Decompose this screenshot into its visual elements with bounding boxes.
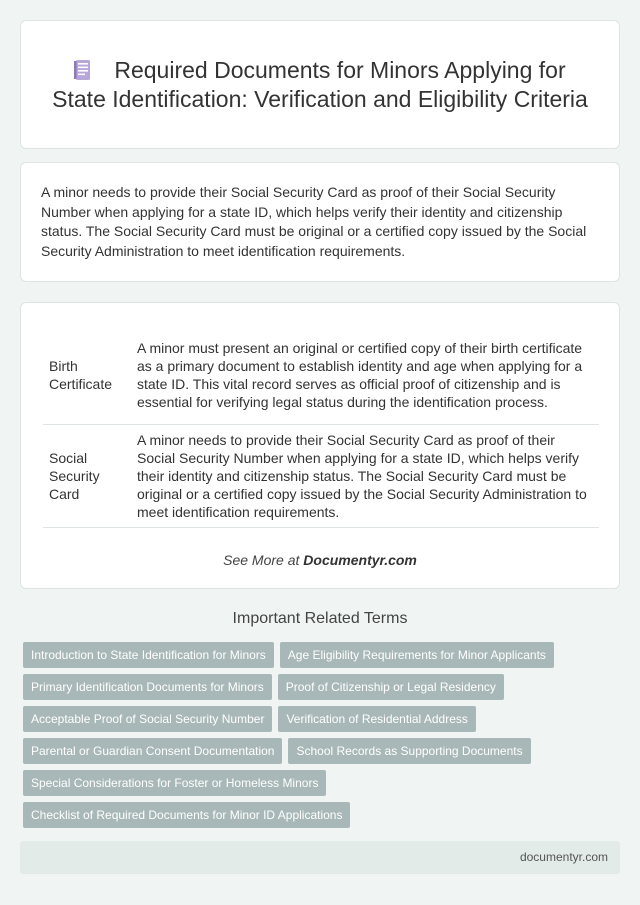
related-tag[interactable]: Special Considerations for Foster or Homeless Minors xyxy=(23,770,326,796)
footer-site-link[interactable]: documentyr.com xyxy=(519,850,608,864)
see-more-site: Documentyr.com xyxy=(303,552,417,568)
summary-card xyxy=(20,162,620,282)
page-title-text: Required Documents for Minors Applying for State Identification: Verification and Eligibility Criteria xyxy=(52,56,588,112)
row-key: Birth Certificate xyxy=(43,325,131,425)
table-row xyxy=(43,325,599,425)
related-tag[interactable]: Introduction to State Identification for Minors xyxy=(23,642,274,668)
related-tag[interactable]: Parental or Guardian Consent Documentation xyxy=(23,738,282,764)
related-tag[interactable]: Verification of Residential Address xyxy=(278,706,475,732)
related-tag[interactable]: Primary Identification Documents for Minors xyxy=(23,674,272,700)
related-tag[interactable]: School Records as Supporting Documents xyxy=(288,738,530,764)
related-terms-list xyxy=(23,642,623,834)
footer xyxy=(20,841,620,874)
document-icon xyxy=(74,59,92,81)
row-value: A minor must present an original or certified copy of their birth certificate as a primary document to establish identity and age when applying for a state ID. This vital record serves as official proof of citizenship and is essential for verifying legal status during the identification process. xyxy=(131,325,599,425)
page-title xyxy=(51,56,589,114)
related-tag[interactable]: Checklist of Required Documents for Minor ID Applications xyxy=(23,802,350,828)
title-card xyxy=(20,20,620,149)
related-tag[interactable]: Age Eligibility Requirements for Minor Applicants xyxy=(280,642,554,668)
related-terms-title: Important Related Terms xyxy=(232,610,408,627)
table-row xyxy=(43,425,599,528)
summary-text: A minor needs to provide their Social Security Card as proof of their Social Security Number when applying for a state ID, which helps verify their identity and citizenship status. The Social Security Card must be original or a certified copy issued by the Social Security Administration to meet identification requirements. xyxy=(41,184,587,259)
row-value: A minor needs to provide their Social Security Card as proof of their Social Security Number when applying for a state ID, which helps verify their identity and citizenship status. The Social Security Card must be original or a certified copy issued by the Social Security Administration to meet identification requirements. xyxy=(131,425,599,528)
details-table xyxy=(43,325,599,528)
see-more-link[interactable] xyxy=(21,552,619,568)
related-tag[interactable]: Proof of Citizenship or Legal Residency xyxy=(278,674,504,700)
details-card xyxy=(20,302,620,589)
see-more-prefix: See More at xyxy=(223,552,304,568)
related-tag[interactable]: Acceptable Proof of Social Security Number xyxy=(23,706,272,732)
row-key: Social Security Card xyxy=(43,425,131,528)
